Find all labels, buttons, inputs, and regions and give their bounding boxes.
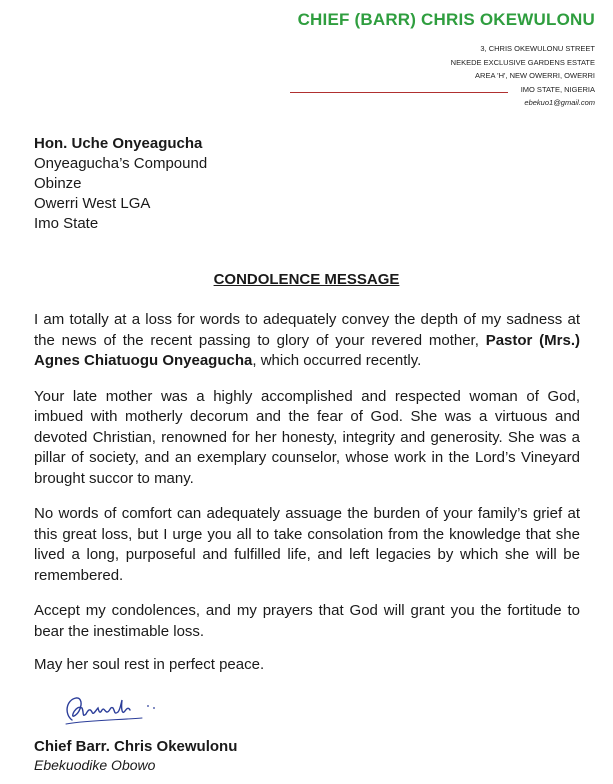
paragraph-2: Your late mother was a highly accomplished and respected woman of God, imbued with motherly decorum and the fear of God. She was a virtuous and devoted Christian, renowned for her honesty, integrity and generosity. She was a pillar of society, and an exemplary counselor, whose work in the Lord’s Vineyard brought succor to many. bbox=[34, 387, 580, 487]
letterhead-rule bbox=[290, 92, 508, 93]
handwritten-signature bbox=[58, 690, 168, 730]
recipient-line-3: Owerri West LGA bbox=[34, 195, 151, 212]
address-line-4: IMO STATE, NIGERIA bbox=[520, 84, 595, 94]
address-line-2: NEKEDE EXCLUSIVE GARDENS ESTATE bbox=[450, 57, 595, 67]
address-line-1: 3, CHRIS OKEWULONU STREET bbox=[480, 44, 595, 53]
paragraph-5: May her soul rest in perfect peace. bbox=[34, 656, 265, 673]
deceased-name: Pastor (Mrs.) Agnes Chiatuogu Onyeagucha bbox=[34, 331, 580, 369]
recipient-line-4: Imo State bbox=[34, 215, 99, 232]
subject-text: CONDOLENCE MESSAGE bbox=[213, 271, 400, 288]
paragraph-4: Accept my condolences, and my prayers that God will grant you the fortitude to bear the inestimable loss. bbox=[34, 602, 580, 640]
subject-heading bbox=[0, 271, 613, 289]
recipient-name: Hon. Uche Onyeagucha bbox=[34, 135, 203, 152]
recipient-block bbox=[34, 134, 207, 234]
letter-body bbox=[34, 310, 580, 691]
sender-name: CHIEF (BARR) CHRIS OKEWULONU bbox=[297, 10, 595, 29]
signatory-title: Ebekuodike Obowo bbox=[34, 757, 156, 773]
recipient-line-2: Obinze bbox=[34, 175, 82, 192]
paragraph-1-start: I am totally at a loss for words to adequately convey the depth of my sadness at the news of the recent passing to glory of your revered mother, bbox=[34, 311, 580, 349]
address-line-3: AREA 'H', NEW OWERRI, OWERRI bbox=[475, 71, 595, 80]
signatory-name: Chief Barr. Chris Okewulonu bbox=[34, 738, 238, 755]
sender-email: ebekuo1@gmail.com bbox=[524, 98, 595, 107]
paragraph-1-end: , which occurred recently. bbox=[252, 352, 422, 369]
paragraph-1 bbox=[34, 310, 580, 372]
paragraph-3: No words of comfort can adequately assuage the burden of your family’s grief at this great loss, but I urge you all to take consolation from the knowledge that she lived a long, purposeful and fulfilled life, and left legacies by which she will be remembered. bbox=[34, 505, 580, 584]
letterhead bbox=[195, 10, 595, 109]
recipient-line-1: Onyeagucha’s Compound bbox=[34, 155, 208, 172]
